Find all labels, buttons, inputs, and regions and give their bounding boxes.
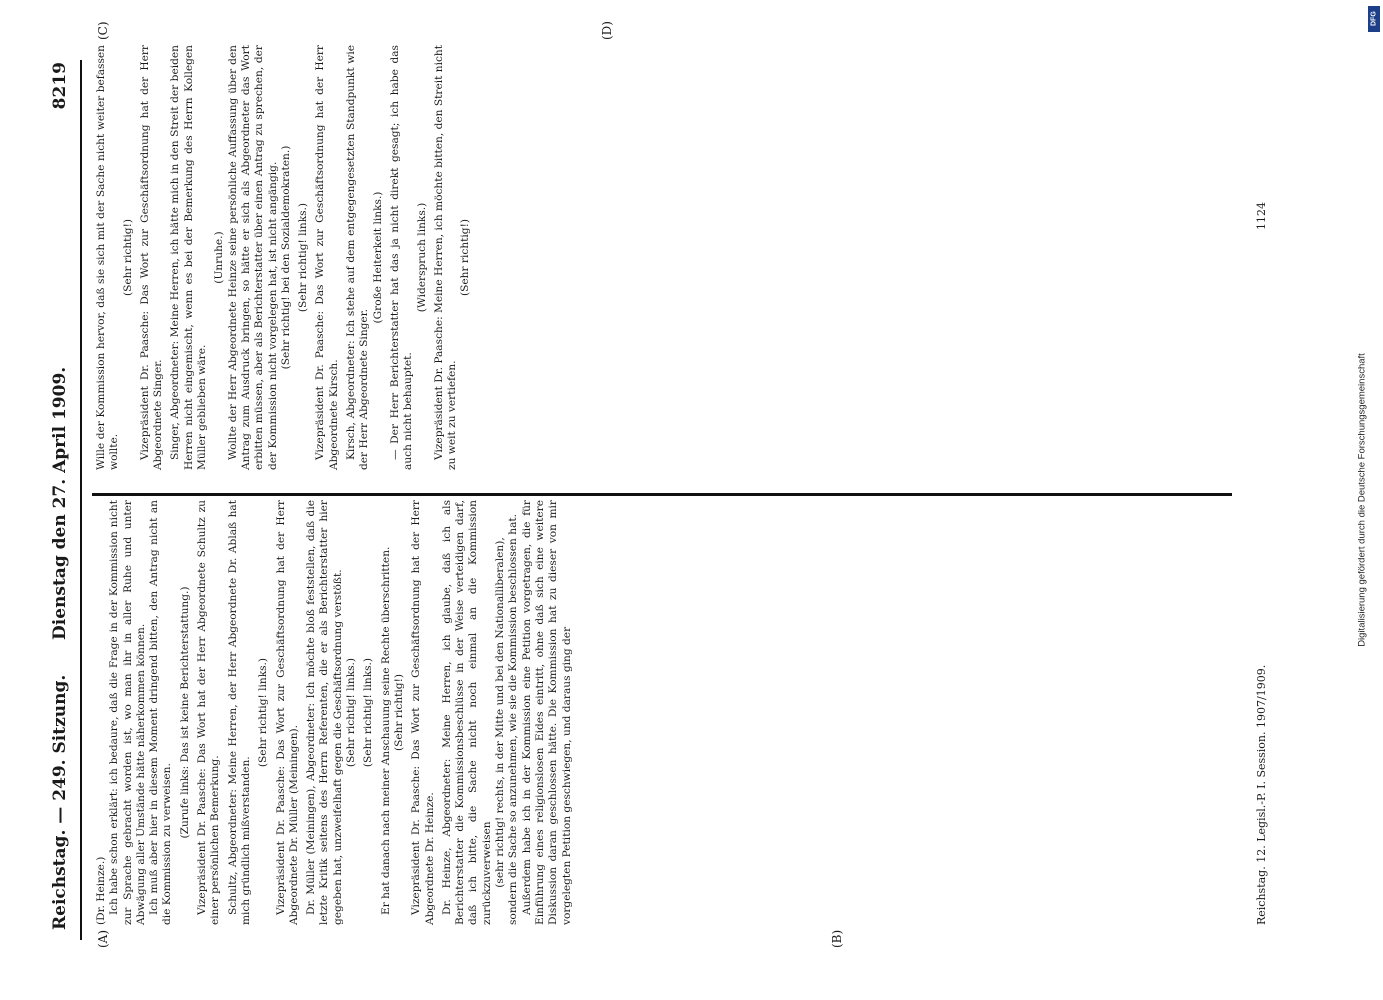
- footer-session-line: Reichstag. 12. Legisl.-P. I. Session. 1907/1909.: [1255, 664, 1268, 925]
- header-rule: [80, 60, 82, 940]
- paragraph: Wollte der Herr Abgeordnete Heinze seine persönliche Auffassung über den Antrag zum Ausdruck bringen, so hätte er sich als Abgeordneter das Wort erbitten müssen, aber als Berichterstatter über einen Antrag zu sprechen, der der Kommission nicht vorgelegen hat, ist nicht angängig.: [226, 45, 279, 470]
- dfg-logo: DFG: [1368, 6, 1380, 32]
- paragraph: Dr. Heinze, Abgeordneter: Meine Herren, ich glaube, daß ich als Berichterstatter die Kommissionsbeschlüsse in der Weise verteidigen darf, daß ich bitte, die Sache nicht noch einmal an die Kommission zurückzuverweisen: [440, 500, 493, 925]
- margin-letter-d: (D): [600, 21, 614, 40]
- paragraph: (Dr. Heinze.): [95, 856, 107, 925]
- interjection: (Große Heiterkeit links.): [371, 191, 384, 324]
- column-divider: [92, 493, 1232, 496]
- paragraph: — Der Herr Berichterstatter hat das ja nicht direkt gesagt; ich habe das auch nicht behauptet.: [388, 45, 415, 470]
- paragraph: Außerdem habe ich in der Kommission eine Petition vorgetragen, die für Einführung eines religionslosen Eides eintritt, ohne daß sich eine weitere Diskussion daran geschlossen hätte. Die Kommission hat zu dieser von mir vorgelegten Petition geschwiegen, und daraus ging der: [520, 500, 573, 925]
- page-number: 8219: [50, 62, 70, 110]
- interjection: (sehr richtig! rechts, in der Mitte und bei den Nationalliberalen),: [494, 537, 507, 888]
- footer-sheet-number: 1124: [1255, 202, 1268, 230]
- paragraph: Ich muß aber hier in diesem Moment dringend bitten, den Antrag nicht an die Kommission zu verweisen.: [148, 500, 174, 925]
- digitization-note: Digitalisierung gefördert durch die Deutsche Forschungsgemeinschaft: [1356, 353, 1368, 647]
- interjection: (Widerspruch links.): [415, 202, 428, 313]
- interjection: (Sehr richtig!): [459, 219, 472, 296]
- paragraph: Wille der Kommission hervor, daß sie sich mit der Sache nicht weiter befassen wollte.: [95, 45, 121, 470]
- interjection: (Sehr richtig!): [392, 674, 405, 751]
- running-header-date: Dienstag den 27. April 1909.: [50, 366, 70, 640]
- right-column: [95, 45, 473, 470]
- paragraph: Vizepräsident Dr. Paasche: Das Wort zur Geschäftsordnung hat der Herr Abgeordnete Kirsch.: [314, 45, 340, 470]
- margin-letter-a: (A): [96, 929, 110, 948]
- interjection: (Sehr richtig! links.): [297, 202, 310, 313]
- paragraph: sondern die Sache so anzunehmen, wie sie die Kommission beschlossen hat.: [507, 513, 520, 925]
- paragraph: Er hat danach nach meiner Anschauung seine Rechte überschritten.: [379, 546, 392, 915]
- running-header-left: Reichstag. — 249. Sitzung.: [50, 674, 70, 930]
- paragraph: Vizepräsident Dr. Paasche: Das Wort zur Geschäftsordnung hat der Herr Abgeordnete Dr. Müller (Meiningen).: [274, 500, 300, 925]
- interjection: (Sehr richtig!): [121, 219, 134, 296]
- paragraph: Schultz, Abgeordneter: Meine Herren, der Herr Abgeordnete Dr. Ablaß hat mich gründlich mißverstanden.: [226, 500, 252, 925]
- interjection: (Sehr richtig! links.): [257, 657, 270, 768]
- paragraph: Vizepräsident Dr. Paasche: Das Wort hat der Herr Abgeordnete Schultz zu einer persönlichen Bemerkung.: [196, 500, 222, 925]
- interjection: (Unruhe.): [213, 231, 226, 284]
- interjection: (Zurufe links: Das ist keine Berichterstattung.): [178, 586, 191, 839]
- paragraph: Vizepräsident Dr. Paasche: Das Wort zur Geschäftsordnung hat der Herr Abgeordnete Dr. Heinze.: [410, 500, 436, 925]
- paragraph: Vizepräsident Dr. Paasche: Das Wort zur Geschäftsordnung hat der Herr Abgeordnete Singer.: [138, 45, 165, 470]
- margin-letter-b: (B): [830, 929, 844, 948]
- paragraph: Singer, Abgeordneter: Meine Herren, ich hätte mich in den Streit der beiden Herren nicht eingemischt, wenn es bei der Bemerkung des Herrn Kollegen Müller geblieben wäre.: [169, 45, 209, 470]
- interjection: (Sehr richtig! links.): [345, 657, 358, 768]
- margin-letter-c: (C): [96, 21, 110, 40]
- interjection: (Sehr richtig! bei den Sozialdemokraten.): [279, 145, 292, 370]
- paragraph: Vizepräsident Dr. Paasche: Meine Herren, ich möchte bitten, den Streit nicht zu weit zu vertiefen.: [432, 45, 459, 470]
- paragraph: Ich habe schon erklärt: ich bedaure, daß die Frage in der Kommission nicht zur Sprache gebracht worden ist, wo man ihr in aller Ruhe und unter Abwägung aller Umstände hätte näherkommen können.: [108, 500, 147, 925]
- left-column: [95, 500, 574, 925]
- interjection: (Sehr richtig! links.): [362, 657, 375, 768]
- paragraph: Kirsch, Abgeordneter: Ich stehe auf dem entgegengesetzten Standpunkt wie der Herr Abgeordnete Singer.: [345, 45, 371, 470]
- paragraph: Dr. Müller (Meiningen), Abgeordneter: Ich möchte bloß feststellen, daß die letzte Kritik seitens des Herrn Referenten, die er als Berichterstatter hier gegeben hat, unzweifelhaft gegen die Geschäftsordnung verstößt.: [305, 500, 344, 925]
